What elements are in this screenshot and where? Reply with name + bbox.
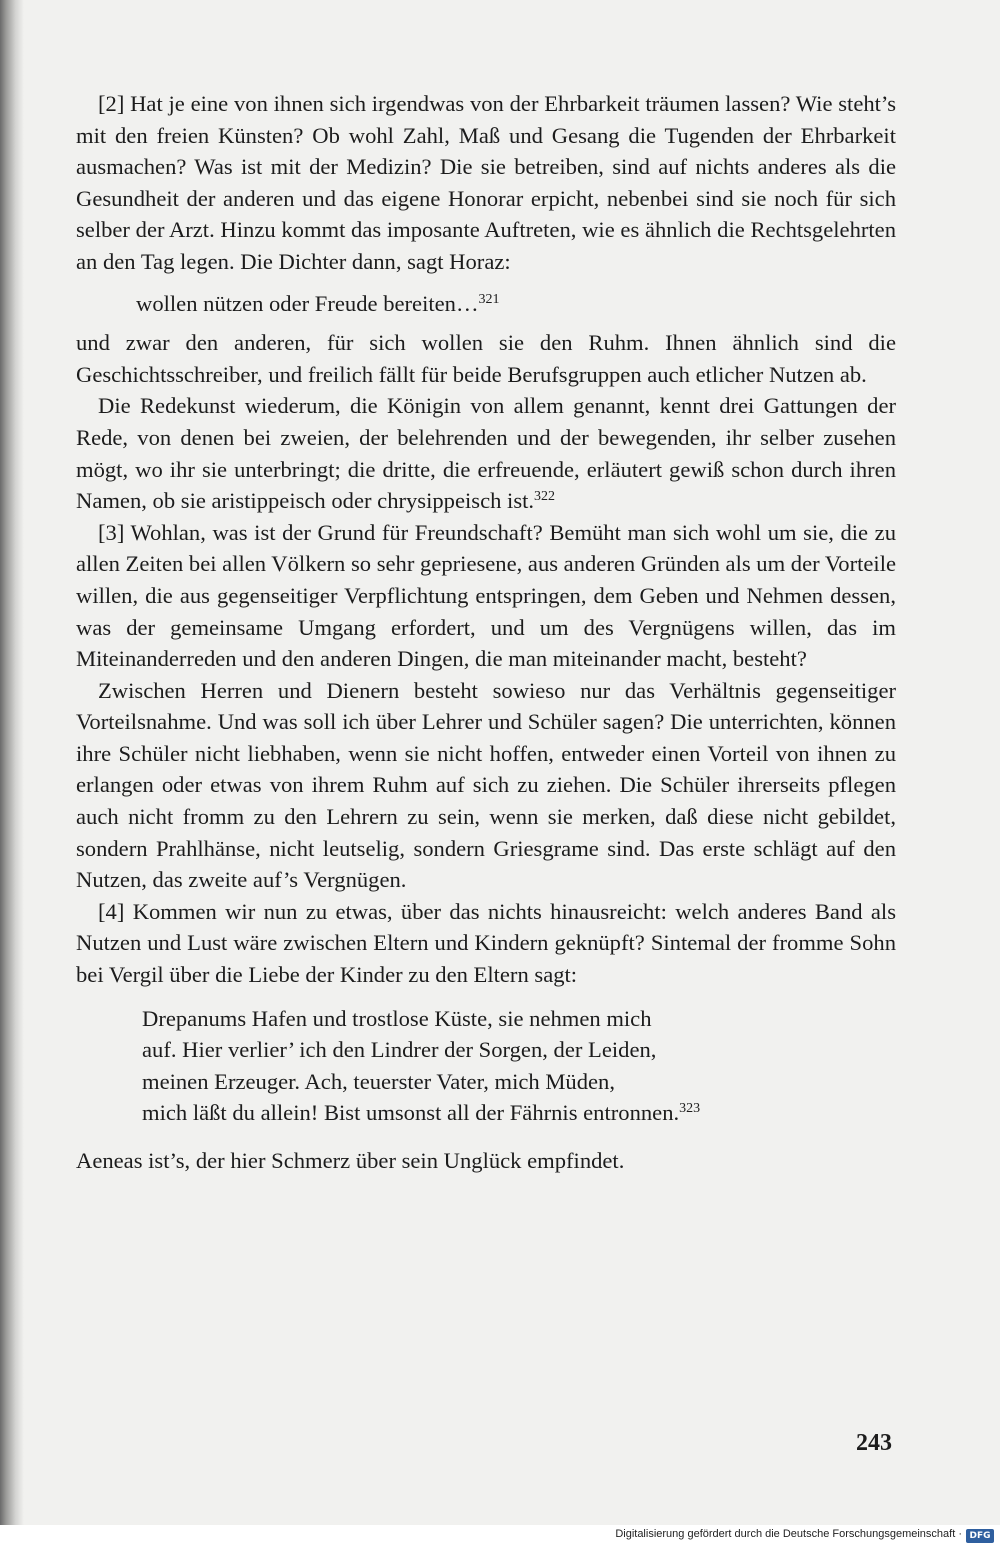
paragraph-rhetoric-text: Die Redekunst wiederum, die Königin von allem genannt, kennt drei Gattungen der Rede, von denen bei zweien, der belehrenden und der bewegenden, ihr selber zusehen mögt, wo ihr sie unterbringt; die dritte, die erfreuende, erläutert gewiß schon durch ihren Namen, ob sie aristippeisch oder chrysippeisch ist. (76, 393, 896, 514)
page-edge-shadow (0, 0, 24, 1549)
footnote-ref-323: 323 (679, 1101, 701, 1117)
horace-quote (136, 288, 896, 320)
verse-line: meinen Erzeuger. Ach, teuerster Vater, mich Müden, (142, 1068, 615, 1094)
paragraph-aeneas: Aeneas ist’s, der hier Schmerz über sein Unglück empfindet. (76, 1148, 625, 1173)
paragraph-4: [4] Kommen wir nun zu etwas, über das nichts hinausreicht: welch anderes Band als Nutzen und Lust wäre zwischen Eltern und Kindern geknüpft? Sintemal der fromme Sohn bei Vergil über die Liebe der Kinder zu den Eltern sagt: (76, 898, 896, 988)
paragraph-2: [2] Hat je eine von ihnen sich irgendwas von der Ehrbarkeit träumen lassen? Wie steht’s mit den freien Künsten? Ob wohl Zahl, Maß und Gesang die Tugenden der Ehrbarkeit ausmachen? Was ist mit der Medizin? Die sie betreiben, sind auf nichts anderes als die Gesundheit der anderen und das eigene Honorar erpicht, nebenbei sind sie noch für sich selber der Arzt. Hinzu kommt das imposante Auftreten, wie es ähnlich die Rechtsgelehrten an den Tag legen. Die Dichter dann, sagt Horaz: (76, 91, 896, 274)
paragraph-rhetoric (76, 390, 896, 516)
footnote-ref-321: 321 (478, 291, 500, 307)
verse-line-last (142, 1097, 896, 1129)
dfg-logo: DFG (966, 1529, 994, 1543)
paragraph-masters-servants: Zwischen Herren und Dienern besteht sowieso nur das Verhältnis gegenseitiger Vorteilsnahme. Und was soll ich über Lehrer und Schüler sagen? Die unterrichten, können ihre Schüler nicht liebhaben, wenn sie nicht hoffen, entweder einen Vorteil von ihnen zu erlangen oder etwas von ihrem Ruhm auf sich zu ziehen. Die Schüler ihrerseits pflegen auch nicht fromm zu den Lehrern zu sein, wenn sie merken, daß diese nicht gebildet, sondern Prahlhänse, nicht leutselig, sondern Griesgrame sind. Das erste schlägt auf den Nutzen, das zweite auf’s Vergnügen. (76, 677, 896, 893)
page-number: 243 (856, 1430, 892, 1456)
paragraph-3: [3] Wohlan, was ist der Grund für Freundschaft? Bemüht man sich wohl um sie, die zu allen Zeiten bei allen Völkern so sehr gepriesene, aus anderen Gründen als um der Vorteile willen, die aus gegenseitiger Verpflichtung entspringen, dem Geben und Nehmen dessen, was der gemeinsame Umgang erfordert, und um des Vergnügens willen, das im Miteinanderreden und den anderen Dingen, die man miteinander macht, besteht? (76, 519, 897, 672)
verse-line-text: mich läßt du allein! Bist umsonst all der Fährnis entronnen. (142, 1100, 680, 1126)
horace-quote-text: wollen nützen oder Freude bereiten… (136, 290, 479, 316)
verse-line: Drepanums Hafen und trostlose Küste, sie nehmen mich (142, 1005, 652, 1031)
verse-line: auf. Hier verlier’ ich den Lindrer der Sorgen, der Leiden, (142, 1037, 657, 1063)
vergil-verse-quote (142, 1003, 896, 1129)
funding-notice: Digitalisierung gefördert durch die Deutsche Forschungsgemeinschaft · (615, 1528, 962, 1540)
body-text (76, 88, 896, 1177)
digitization-footer (0, 1525, 1000, 1549)
paragraph-continuation: und zwar den anderen, für sich wollen sie den Ruhm. Ihnen ähnlich sind die Geschichtsschreiber, und freilich fällt für beide Berufsgruppen auch etlicher Nutzen ab. (76, 330, 896, 387)
footnote-ref-322: 322 (534, 489, 556, 505)
